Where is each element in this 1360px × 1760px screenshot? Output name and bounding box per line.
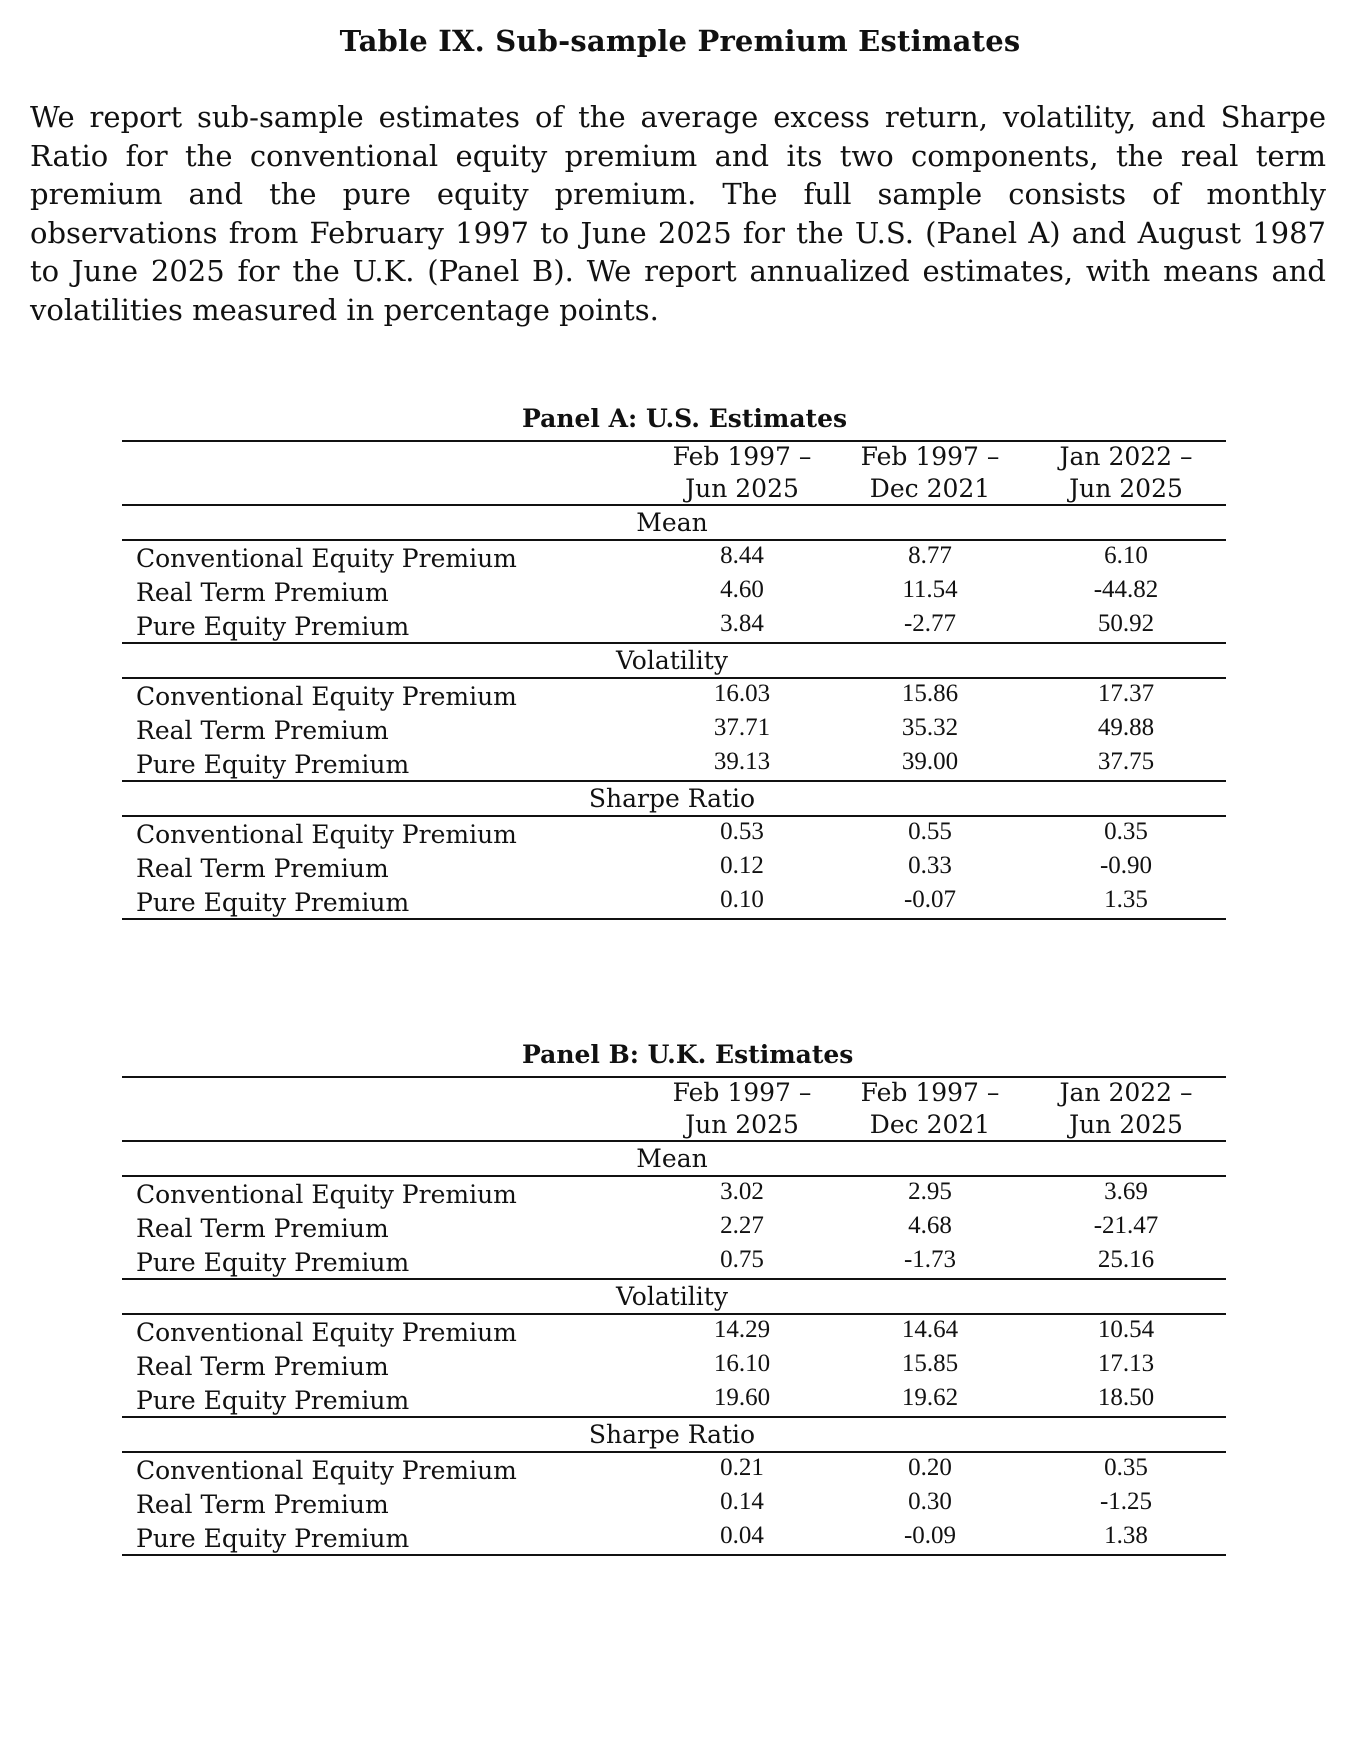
table-cell: 35.32 <box>901 714 959 741</box>
table-cell: 14.29 <box>713 1316 771 1343</box>
row-label: Pure Equity Premium <box>136 1248 410 1277</box>
row-label: Pure Equity Premium <box>136 612 410 641</box>
section-end-rule <box>122 780 1226 782</box>
column-header-line2: Jun 2025 <box>1069 474 1183 503</box>
table-cell: 0.21 <box>720 1454 764 1481</box>
section-label: Sharpe Ratio <box>588 1420 756 1449</box>
table-cell: 0.14 <box>720 1488 764 1515</box>
table-cell: 4.68 <box>908 1212 952 1239</box>
row-label: Conventional Equity Premium <box>136 1318 517 1347</box>
section-end-rule <box>122 1416 1226 1418</box>
column-header-line2: Jun 2025 <box>685 1110 799 1139</box>
table-cell: 0.20 <box>908 1454 952 1481</box>
table-cell: -0.07 <box>903 886 957 913</box>
table-cell: 0.55 <box>908 818 952 845</box>
column-header-line2: Jun 2025 <box>685 474 799 503</box>
table-cell: -1.73 <box>903 1246 957 1273</box>
table-cell: 37.75 <box>1097 748 1155 775</box>
section-label: Mean <box>636 1144 708 1173</box>
table-cell: 10.54 <box>1097 1316 1155 1343</box>
table-cell: 17.13 <box>1097 1350 1155 1377</box>
table-cell: -21.47 <box>1093 1212 1159 1239</box>
table-cell: 0.33 <box>908 852 952 879</box>
table-cell: 8.44 <box>720 542 764 569</box>
table-cell: 11.54 <box>902 576 958 603</box>
row-label: Real Term Premium <box>136 716 389 745</box>
column-header <box>1026 441 1226 505</box>
table-cell: 50.92 <box>1097 610 1155 637</box>
table-cell: 39.00 <box>901 748 959 775</box>
column-header-line1: Feb 1997 – <box>672 442 812 471</box>
column-header <box>830 1077 1030 1141</box>
table-cell: -1.25 <box>1099 1488 1153 1515</box>
table-cell: 25.16 <box>1097 1246 1155 1273</box>
section-end-rule <box>122 1278 1226 1280</box>
row-label: Pure Equity Premium <box>136 750 410 779</box>
table-cell: 2.95 <box>908 1178 952 1205</box>
table-cell: -0.90 <box>1099 852 1153 879</box>
table-cell: 0.12 <box>720 852 764 879</box>
row-label: Real Term Premium <box>136 1214 389 1243</box>
table-cell: 0.10 <box>720 886 764 913</box>
table-cell: 16.10 <box>713 1350 771 1377</box>
section-rule <box>122 1451 1226 1453</box>
table-cell: -44.82 <box>1093 576 1159 603</box>
table-cell: 15.86 <box>901 680 959 707</box>
table-cell: 49.88 <box>1097 714 1155 741</box>
column-header-line1: Jan 2022 – <box>1059 442 1193 471</box>
column-header-line2: Dec 2021 <box>869 1110 991 1139</box>
column-header-line1: Feb 1997 – <box>672 1078 812 1107</box>
table-cell: 0.30 <box>908 1488 952 1515</box>
table-cell: 16.03 <box>713 680 771 707</box>
table-cell: 0.75 <box>720 1246 764 1273</box>
table-cell: 0.35 <box>1104 1454 1148 1481</box>
section-label: Volatility <box>616 1282 728 1311</box>
column-header-line1: Feb 1997 – <box>860 442 1000 471</box>
row-label: Conventional Equity Premium <box>136 820 517 849</box>
column-header-line2: Jun 2025 <box>1069 1110 1183 1139</box>
column-header <box>830 441 1030 505</box>
column-header-line2: Dec 2021 <box>869 474 991 503</box>
table-cell: 18.50 <box>1097 1384 1155 1411</box>
row-label: Conventional Equity Premium <box>136 544 517 573</box>
section-rule <box>122 1175 1226 1177</box>
table-cell: 37.71 <box>713 714 771 741</box>
panel-title: Panel A: U.S. Estimates <box>522 404 848 433</box>
column-header-line1: Feb 1997 – <box>860 1078 1000 1107</box>
table-cell: 1.35 <box>1104 886 1148 913</box>
table-cell: 17.37 <box>1097 680 1155 707</box>
table-cell: 6.10 <box>1104 542 1148 569</box>
row-label: Real Term Premium <box>136 1352 389 1381</box>
table-cell: 0.35 <box>1104 818 1148 845</box>
table-cell: 8.77 <box>908 542 952 569</box>
section-label: Volatility <box>616 646 728 675</box>
column-header <box>1026 1077 1226 1141</box>
column-header-line1: Jan 2022 – <box>1059 1078 1193 1107</box>
section-rule <box>122 539 1226 541</box>
table-cell: 15.85 <box>901 1350 959 1377</box>
section-label: Mean <box>636 508 708 537</box>
row-label: Conventional Equity Premium <box>136 682 517 711</box>
section-rule <box>122 815 1226 817</box>
header-rule <box>122 1140 1226 1142</box>
column-header <box>642 441 842 505</box>
table-cell: 3.69 <box>1104 1178 1148 1205</box>
table-cell: 0.53 <box>720 818 764 845</box>
bottom-rule <box>122 1554 1226 1556</box>
table-cell: -0.09 <box>903 1522 957 1549</box>
table-cell: 39.13 <box>713 748 771 775</box>
row-label: Pure Equity Premium <box>136 1386 410 1415</box>
row-label: Real Term Premium <box>136 1490 389 1519</box>
table-cell: 4.60 <box>720 576 764 603</box>
bottom-rule <box>122 918 1226 920</box>
table-cell: -2.77 <box>903 610 957 637</box>
row-label: Pure Equity Premium <box>136 1524 410 1553</box>
row-label: Real Term Premium <box>136 854 389 883</box>
row-label: Pure Equity Premium <box>136 888 410 917</box>
table-cell: 0.04 <box>720 1522 764 1549</box>
section-label: Sharpe Ratio <box>588 784 756 813</box>
section-end-rule <box>122 642 1226 644</box>
table-cell: 14.64 <box>901 1316 959 1343</box>
table-cell: 19.62 <box>901 1384 959 1411</box>
row-label: Conventional Equity Premium <box>136 1456 517 1485</box>
column-header <box>642 1077 842 1141</box>
table-cell: 19.60 <box>713 1384 771 1411</box>
table-cell: 2.27 <box>720 1212 764 1239</box>
section-rule <box>122 677 1226 679</box>
table-cell: 3.02 <box>720 1178 764 1205</box>
panel-title: Panel B: U.K. Estimates <box>522 1040 854 1069</box>
table-cell: 3.84 <box>720 610 764 637</box>
table-caption: We report sub-sample estimates of the average excess return, volatility, and Sharpe Ratio for the conventional equity premium and its two components, the real term premium and the pure equity premium. The full sample consists of monthly observations from February 1997 to June 2025 for the U.S. (Panel A) and August 1987 to June 2025 for the U.K. (Panel B). We report annualized estimates, with means and volatilities measured in percentage points. <box>30 100 1326 327</box>
row-label: Conventional Equity Premium <box>136 1180 517 1209</box>
row-label: Real Term Premium <box>136 578 389 607</box>
section-rule <box>122 1313 1226 1315</box>
header-rule <box>122 504 1226 506</box>
table-cell: 1.38 <box>1104 1522 1148 1549</box>
table-title: Table IX. Sub-sample Premium Estimates <box>339 24 1021 58</box>
